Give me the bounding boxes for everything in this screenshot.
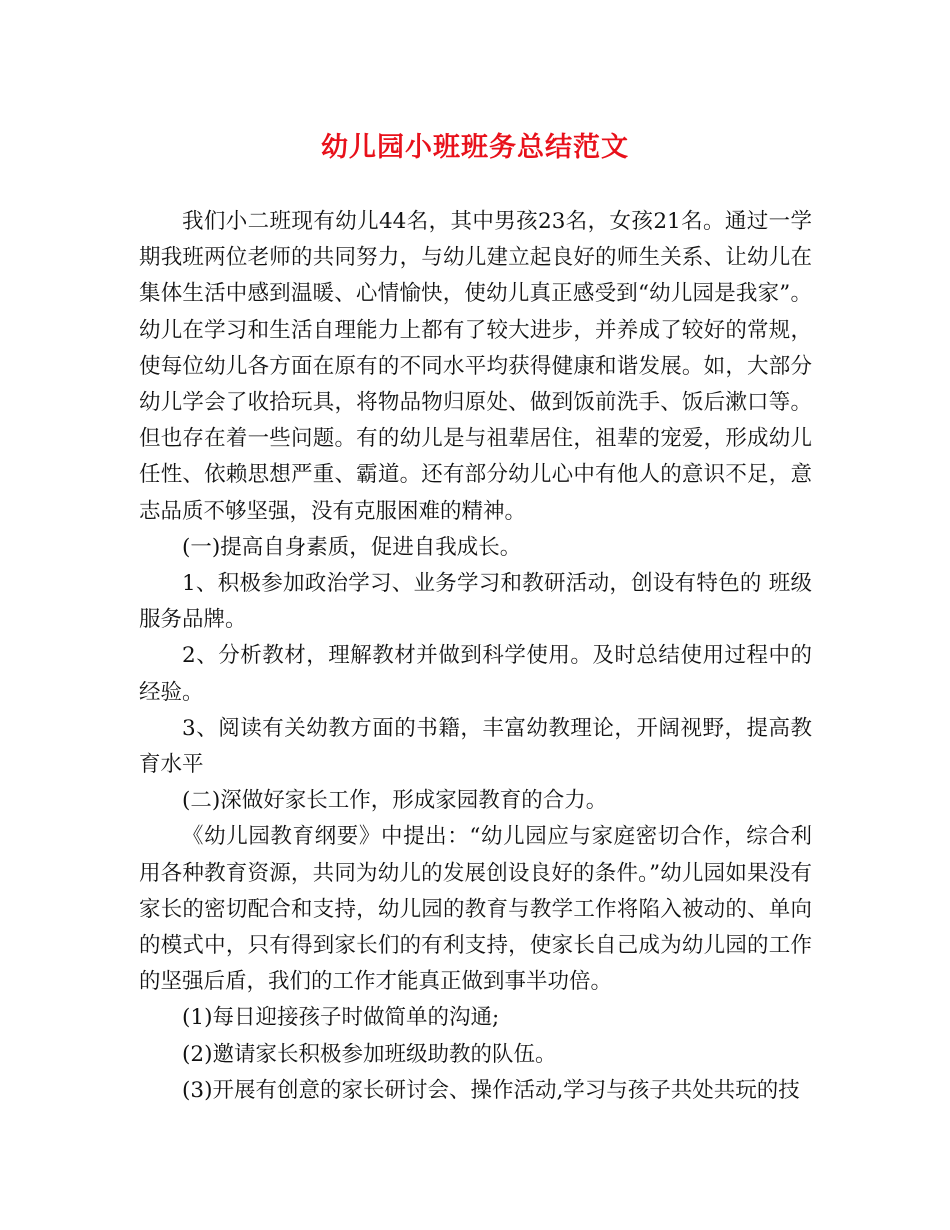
list-item: 3、阅读有关幼教方面的书籍，丰富幼教理论，开阔视野，提高教育水平: [139, 715, 812, 778]
section-heading-2: (二)深做好家长工作，形成家园教育的合力。: [182, 788, 608, 814]
paragraph-intro: 我们小二班现有幼儿44名，其中男孩23名，女孩21名。通过一学期我班两位老师的共同努力，与幼儿建立起良好的师生关系、让幼儿在集体生活中感到温暖、心情愉快，使幼儿真正感受到“幼儿园是我家”。幼儿在学习和生活自理能力上都有了较大进步，并养成了较好的常规，使每位幼儿各方面在原有的不同水平均获得健康和谐发展。如，大部分幼儿学会了收拾玩具，将物品物归原处、做到饭前洗手、饭后漱口等。但也存在着一些问题。有的幼儿是与祖辈居住，祖辈的宠爱，形成幼儿任性、依赖思想严重、霸道。还有部分幼儿心中有他人的意识不足，意志品质不够坚强，没有克服困难的精神。: [139, 209, 812, 524]
list-item: (2)邀请家长积极参加班级助教的队伍。: [182, 1041, 557, 1067]
document-body: [139, 204, 812, 1109]
list-item: 2、分析教材，理解教材并做到科学使用。及时总结使用过程中的经验。: [139, 643, 812, 705]
paragraph-quote: 《幼儿园教育纲要》中提出：“幼儿园应与家庭密切合作，综合利用各种教育资源，共同为幼儿的发展创设良好的条件。”幼儿园如果没有家长的密切配合和支持，幼儿园的教育与教学工作将陷入被动的、单向的模式中，只有得到家长们的有利支持，使家长自己成为幼儿园的工作的坚强后盾，我们的工作才能真正做到事半功倍。: [139, 824, 812, 995]
list-item: 1、积极参加政治学习、业务学习和教研活动，创设有特色的 班级服务品牌。: [139, 571, 812, 633]
document-title: 幼儿园小班班务总结范文: [321, 132, 629, 163]
list-item: (1)每日迎接孩子时做简单的沟通;: [182, 1005, 500, 1031]
list-item: (3)开展有创意的家长研讨会、操作活动,学习与孩子共处共玩的技: [182, 1077, 800, 1103]
section-heading-1: (一)提高自身素质，促进自我成长。: [182, 534, 522, 560]
